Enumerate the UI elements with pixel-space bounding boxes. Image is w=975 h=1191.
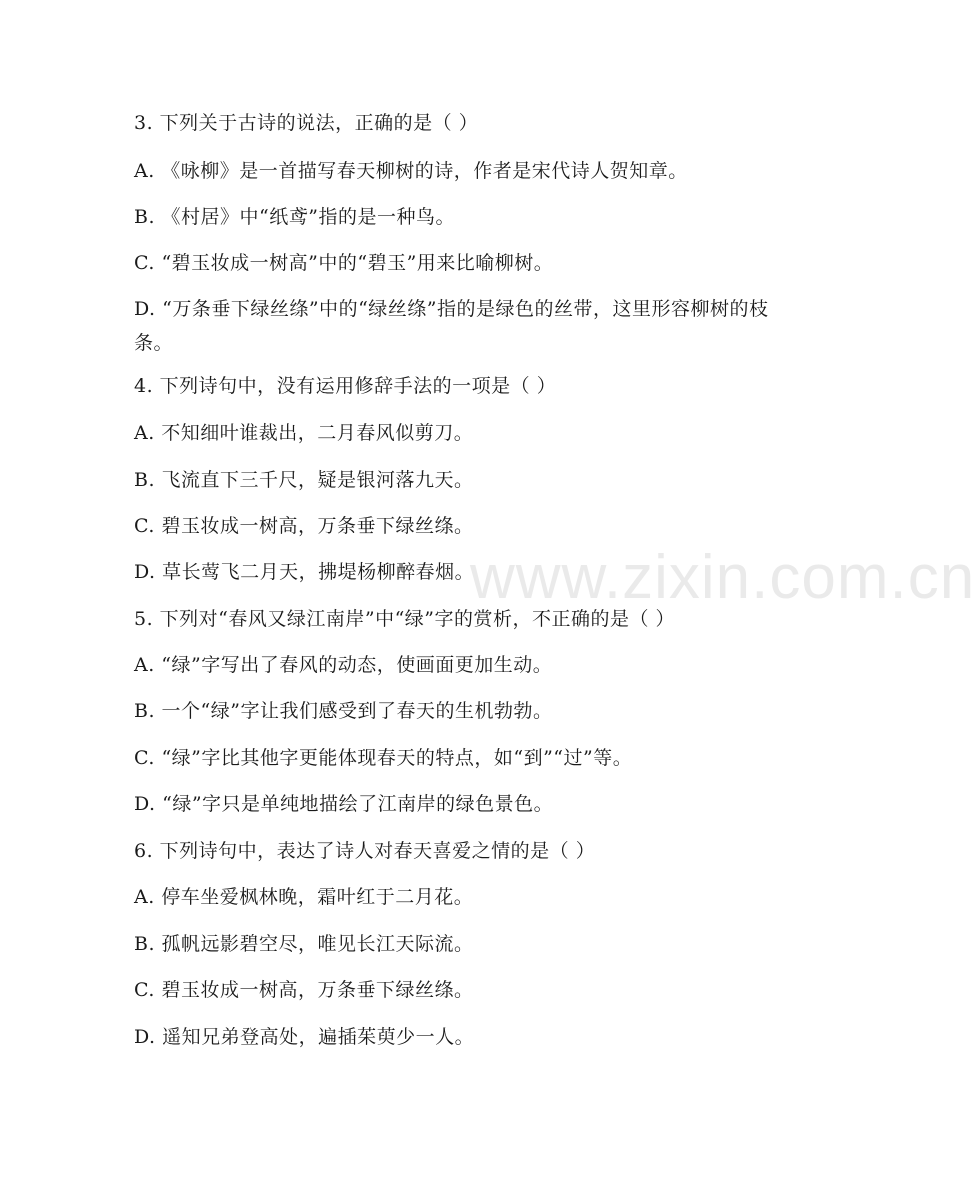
question-3-stem: 3. 下列关于古诗的说法，正确的是（ ） <box>134 112 479 134</box>
question-5-stem: 5. 下列对“春风又绿江南岸”中“绿”字的赏析，不正确的是（ ） <box>134 608 676 630</box>
watermark-text: www.zixin.com.cn <box>470 543 975 612</box>
question-3-option-a: A. 《咏柳》是一首描写春天柳树的诗，作者是宋代诗人贺知章。 <box>134 160 688 182</box>
question-5-option-a: A. “绿”字写出了春风的动态，使画面更加生动。 <box>134 654 553 676</box>
question-5-option-d: D. “绿”字只是单纯地描绘了江南岸的绿色景色。 <box>134 793 554 815</box>
question-5-option-c: C. “绿”字比其他字更能体现春天的特点，如“到”“过”等。 <box>134 747 633 769</box>
question-3-option-c: C. “碧玉妆成一树高”中的“碧玉”用来比喻柳树。 <box>134 252 554 274</box>
question-4-stem: 4. 下列诗句中，没有运用修辞手法的一项是（ ） <box>134 375 557 397</box>
question-4-option-b: B. 飞流直下三千尺，疑是银河落九天。 <box>134 469 474 491</box>
question-3-option-b: B. 《村居》中“纸鸢”指的是一种鸟。 <box>134 206 455 228</box>
question-4-option-c: C. 碧玉妆成一树高，万条垂下绿丝绦。 <box>134 515 474 537</box>
question-6-option-c: C. 碧玉妆成一树高，万条垂下绿丝绦。 <box>134 979 474 1001</box>
question-4-option-d: D. 草长莺飞二月天，拂堤杨柳醉春烟。 <box>134 561 475 583</box>
question-3-option-d: D. “万条垂下绿丝绦”中的“绿丝绦”指的是绿色的丝带，这里形容柳树的枝条。 <box>134 298 769 354</box>
question-6-option-a: A. 停车坐爱枫林晚，霜叶红于二月花。 <box>134 886 474 908</box>
question-6-option-d: D. 遥知兄弟登高处，遍插茱萸少一人。 <box>134 1026 475 1048</box>
question-6-stem: 6. 下列诗句中，表达了诗人对春天喜爱之情的是（ ） <box>134 840 596 862</box>
question-5-option-b: B. 一个“绿”字让我们感受到了春天的生机勃勃。 <box>134 700 553 722</box>
question-4-option-a: A. 不知细叶谁裁出，二月春风似剪刀。 <box>134 422 474 444</box>
question-6-option-b: B. 孤帆远影碧空尽，唯见长江天际流。 <box>134 933 474 955</box>
